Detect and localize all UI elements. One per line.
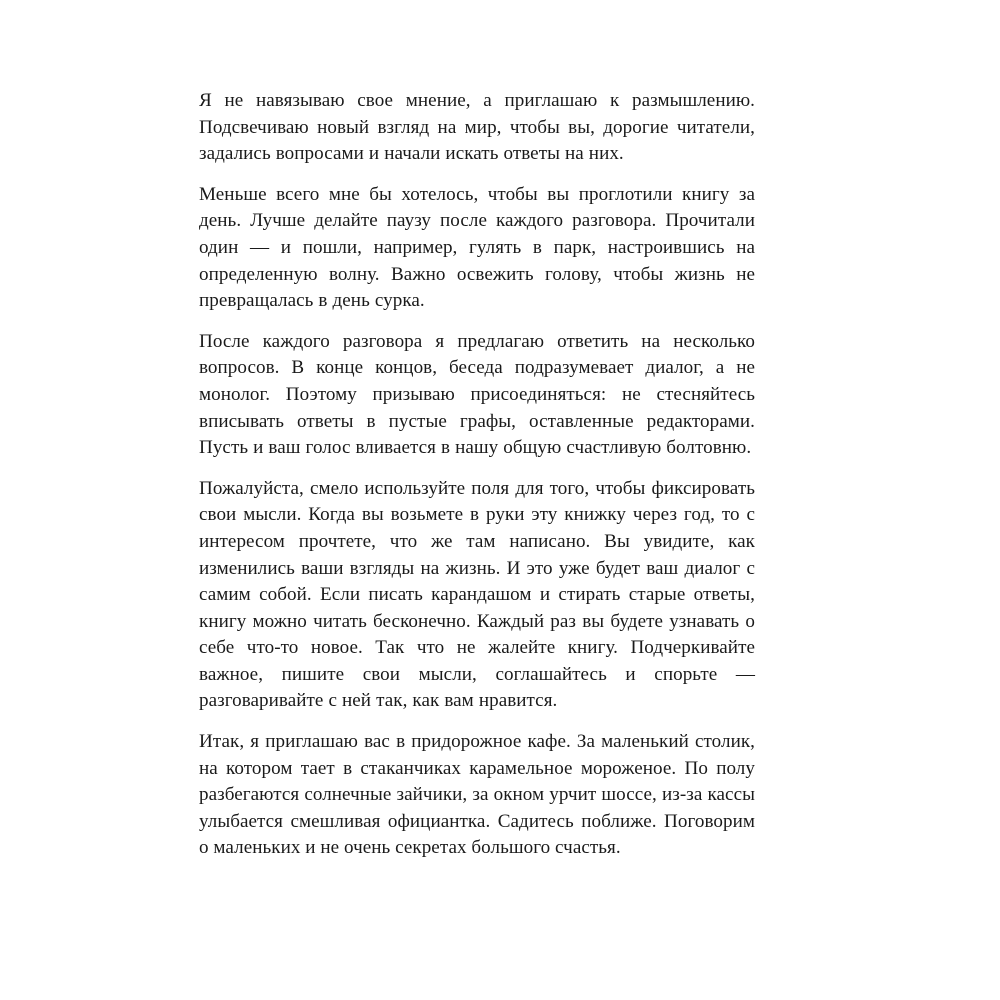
body-paragraph: Итак, я приглашаю вас в придорожное кафе. За маленький столик, на котором тает в стаканчиках карамельное мороженое. По полу разбегаются солнечные зайчики, за окном урчит шоссе, из-за кассы улыбается смешливая официантка. Садитесь поближе. Поговорим о маленьких и не очень секретах большого счастья.: [199, 731, 755, 859]
body-paragraph: После каждого разговора я предлагаю ответить на несколько вопросов. В конце концов, беседа подразумевает диалог, а не монолог. Поэтому призываю присоединяться: не стесняйтесь вписывать ответы в пустые графы, оставленные редакторами. Пусть и ваш голос вливается в нашу общую счастливую болтовню.: [199, 330, 755, 459]
body-paragraph: Меньше всего мне бы хотелось, чтобы вы проглотили книгу за день. Лучше делайте паузу после каждого разговора. Прочитали один — и пошли, например, гулять в парк, настроившись на определенную волну. Важно освежить голову, чтобы жизнь не превращалась в день сурка.: [199, 183, 755, 312]
page-text-block: [199, 88, 755, 862]
body-paragraph: Я не навязываю свое мнение, а приглашаю к размышлению. Подсвечиваю новый взгляд на мир, чтобы вы, дорогие читатели, задались вопросами и начали искать ответы на них.: [199, 90, 755, 165]
body-paragraph: Пожалуйста, смело используйте поля для того, чтобы фиксировать свои мысли. Когда вы возьмете в руки эту книжку через год, то с интересом прочтете, что же там написано. Вы увидите, как изменились ваши взгляды на жизнь. И это уже будет ваш диалог с самим собой. Если писать карандашом и стирать старые ответы, книгу можно читать бесконечно. Каждый раз вы будете узнавать о себе что-то новое. Так что не жалейте книгу. Подчеркивайте важное, пишите свои мысли, соглашайтесь и спорьте — разговаривайте с ней так, как вам нравится.: [199, 477, 755, 712]
